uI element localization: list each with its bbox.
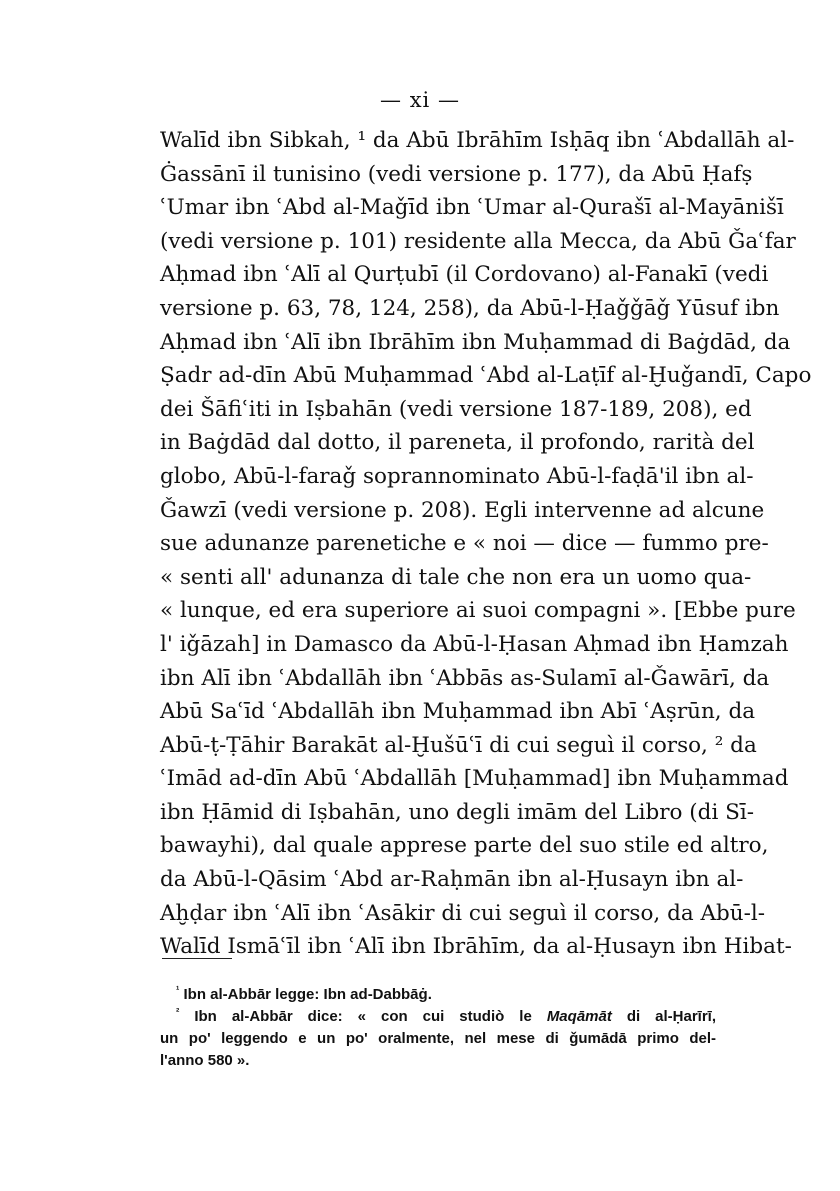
text-line: ibn Alī ibn ʿAbdallāh ibn ʿAbbās as-Sulamī al-Ǧawārī, da [160, 665, 770, 691]
footnotes [160, 984, 716, 1072]
footnote-text: l'anno 580 ». [160, 1052, 250, 1069]
text-line: Abū-ṭ-Ṭāhir Barakāt al-Ḫušūʿī di cui seguì il corso, ² da [160, 732, 757, 758]
text-line: in Baġdād dal dotto, il pareneta, il profondo, rarità del [160, 430, 755, 456]
text-line: « lunque, ed era superiore ai suoi compagni ». [Ebbe pure [160, 598, 796, 624]
text-line: Walīd Ismāʿīl ibn ʿAlī ibn Ibrāhīm, da al-Ḥusayn ibn Hibat- [160, 934, 792, 960]
text-line: Abū Saʿīd ʿAbdallāh ibn Muḥammad ibn Abī ʿAṣrūn, da [160, 699, 756, 725]
page-number: — xi — [380, 88, 460, 112]
text-line: globo, Abū-l-faraǧ soprannominato Abū-l-faḍā'il ibn al- [160, 463, 754, 489]
text-line: Ṣadr ad-dīn Abū Muḥammad ʿAbd al-Laṭīf al-Ḫuǧandī, Capo [160, 363, 812, 389]
text-line: da Abū-l-Qāsim ʿAbd ar-Raḥmān ibn al-Ḥusayn ibn al- [160, 867, 744, 893]
text-line: bawayhi), dal quale apprese parte del suo stile ed altro, [160, 833, 769, 859]
text-line: versione p. 63, 78, 124, 258), da Abū-l-Ḥaǧǧāǧ Yūsuf ibn [160, 295, 780, 321]
footnote-text: Ibn al-Abbār legge: Ibn ad-Dabbāġ. [183, 986, 432, 1003]
text-line: dei Šāfiʿiti in Iṣbahān (vedi versione 187-189, 208), ed [160, 396, 752, 422]
text-line: ʿUmar ibn ʿAbd al-Maǧīd ibn ʿUmar al-Qurašī al-Mayānišī [160, 195, 784, 221]
text-line: Ǧawzī (vedi versione p. 208). Egli intervenne ad alcune [160, 497, 765, 523]
text-line: Aḥmad ibn ʿAlī al Qurṭubī (il Cordovano) al-Fanakī (vedi [160, 262, 769, 288]
text-line: Aḫḍar ibn ʿAlī ibn ʿAsākir di cui seguì il corso, da Abū-l- [160, 900, 766, 926]
footnote-marker: ¹ [176, 985, 180, 996]
footnote-2 [160, 1006, 716, 1072]
footnote-text: un po' leggendo e un po' oralmente, nel mese di ǧumādā primo del- [160, 1030, 716, 1047]
text-line: (vedi versione p. 101) residente alla Mecca, da Abū Ǧaʿfar [160, 228, 796, 254]
footnote-divider [162, 958, 232, 959]
main-text [160, 124, 812, 964]
text-line: Walīd ibn Sibkah, ¹ da Abū Ibrāhīm Isḥāq ibn ʿAbdallāh al- [160, 128, 795, 153]
text-line: ibn Ḥāmid di Iṣbahān, uno degli imām del Libro (di Sī- [160, 799, 755, 825]
text-line: ʿImād ad-dīn Abū ʿAbdallāh [Muḥammad] ibn Muḥammad [160, 766, 789, 792]
footnote-marker: ² [176, 1007, 180, 1018]
footnote-text: Ibn al-Abbār dice: « con cui studiò le [194, 1008, 532, 1025]
footnote-text: di al-Ḥarīrī, [626, 1008, 717, 1025]
text-line: « senti all' adunanza di tale che non era un uomo qua- [160, 564, 752, 590]
footnote-italic-title: Maqāmāt [546, 1008, 612, 1025]
text-line: Aḥmad ibn ʿAlī ibn Ibrāhīm ibn Muḥammad di Baġdād, da [160, 329, 791, 355]
text-line: Ġassānī il tunisino (vedi versione p. 177), da Abū Ḥafṣ [160, 161, 753, 187]
text-line: l' iǧāzah] in Damasco da Abū-l-Ḥasan Aḥmad ibn Ḥamzah [160, 631, 789, 657]
text-line: sue adunanze parenetiche e « noi — dice — fummo pre- [160, 531, 769, 557]
footnote-1 [160, 984, 716, 1006]
